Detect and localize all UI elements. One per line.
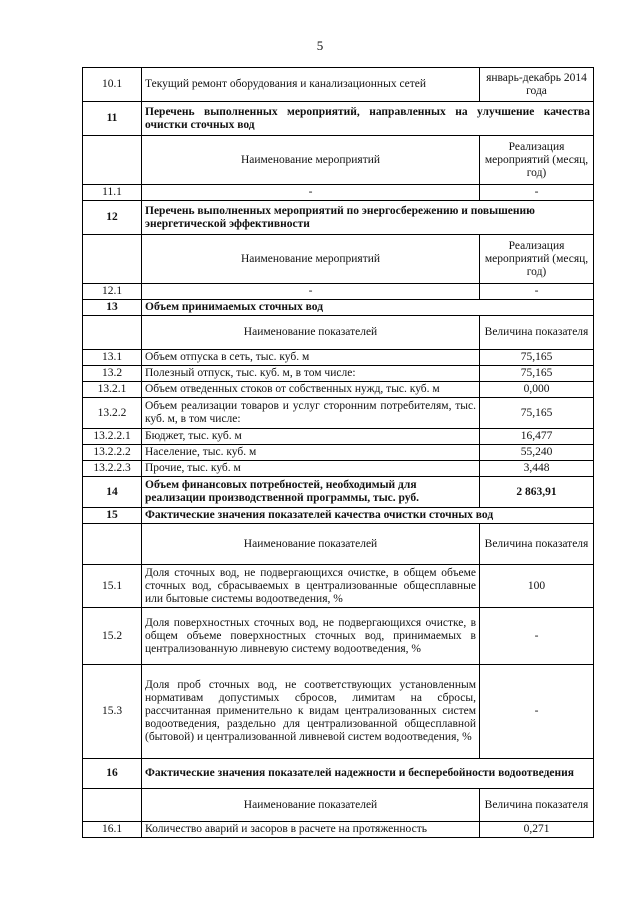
section-row [83,508,594,524]
row-text: Объем реализации товаров и услуг сторонним потребителям, тыс. куб. м, в том числе: [142,398,480,429]
row-text: Доля сточных вод, не подвергающихся очистке, в общем объеме сточных вод, сбрасываемых в централизованные общесплавные или бытовые системы водоотведения, % [142,565,480,608]
table-row [83,284,594,300]
table-row [83,382,594,398]
table-row [83,565,594,608]
row-number: 13.2.2 [83,398,142,429]
row-number: 13.1 [83,350,142,366]
row-text: - [142,185,480,201]
page-number: 5 [316,38,324,53]
table-row [83,822,594,838]
row-number: 13.2 [83,366,142,382]
row-text: Объем отведенных стоков от собственных нужд, тыс. куб. м [142,382,480,398]
section-title: Объем принимаемых сточных вод [142,300,594,316]
header-value: Величина показателя [480,316,594,350]
table-row [83,429,594,445]
row-number: 13.2.2.3 [83,461,142,477]
section-number: 13 [83,300,142,316]
row-number: 15.3 [83,665,142,759]
row-number: 13.2.1 [83,382,142,398]
row-value: 3,448 [480,461,594,477]
row-value: 75,165 [480,398,594,429]
header-row [83,316,594,350]
header-row [83,136,594,185]
row-text: Население, тыс. куб. м [142,445,480,461]
row-number: 11.1 [83,185,142,201]
header-value: Реализация мероприятий (месяц, год) [480,136,594,185]
header-name: Наименование показателей [142,789,480,822]
section-number: 11 [83,102,142,136]
row-value: - [480,665,594,759]
row-text: Полезный отпуск, тыс. куб. м, в том числе: [142,366,480,382]
header-value: Величина показателя [480,789,594,822]
table-row [83,366,594,382]
row-value: - [480,185,594,201]
row-number: 16.1 [83,822,142,838]
table-row [83,445,594,461]
section-row [83,759,594,789]
section-number: 15 [83,508,142,524]
row-number: 13.2.2.1 [83,429,142,445]
header-row [83,789,594,822]
table-row [83,461,594,477]
header-name: Наименование мероприятий [142,235,480,284]
table-row [83,185,594,201]
row-text: Текущий ремонт оборудования и канализационных сетей [142,68,480,102]
section-number: 16 [83,759,142,789]
table-row [83,68,594,102]
row-number: 13.2.2.2 [83,445,142,461]
section-number: 14 [83,477,142,508]
table-row [83,398,594,429]
row-text: Объем отпуска в сеть, тыс. куб. м [142,350,480,366]
row-value: 55,240 [480,445,594,461]
table-row [83,350,594,366]
row-number: 12.1 [83,284,142,300]
header-value: Величина показателя [480,524,594,565]
row-text: Доля поверхностных сточных вод, не подвергающихся очистке, в общем объеме поверхностных сточных вод, принимаемых в централизованную ливневую систему водоотведения, % [142,608,480,665]
row-value: - [480,284,594,300]
row-value: январь-декабрь 2014 года [480,68,594,102]
row-value: 16,477 [480,429,594,445]
section-title: Фактические значения показателей качества очистки сточных вод [142,508,594,524]
row-text: Количество аварий и засоров в расчете на протяженность [142,822,480,838]
header-row [83,235,594,284]
row-value: 75,165 [480,366,594,382]
section-title: Объем финансовых потребностей, необходимый для реализации производственной программы, тыс. руб. [142,477,480,508]
header-name: Наименование показателей [142,524,480,565]
row-text: Доля проб сточных вод, не соответствующих установленным нормативам допустимых сбросов, лимитам на сбросы, рассчитанная применительно к видам централизованных систем водоотведения, раздельно для централизованной общесплавной (бытовой) и централизованной ливневой систем водоотведения, % [142,665,480,759]
section-row [83,477,594,508]
row-value: 0,000 [480,382,594,398]
row-value: - [480,608,594,665]
table-row [83,665,594,759]
row-value: 75,165 [480,350,594,366]
row-text: Бюджет, тыс. куб. м [142,429,480,445]
header-row [83,524,594,565]
section-title: Фактические значения показателей надежности и бесперебойности водоотведения [142,759,594,789]
header-name: Наименование показателей [142,316,480,350]
section-row [83,102,594,136]
table-row [83,608,594,665]
section-row [83,300,594,316]
section-row [83,201,594,235]
section-title: Перечень выполненных мероприятий по энергосбережению и повышению энергетической эффективности [142,201,594,235]
row-number: 15.1 [83,565,142,608]
row-value: 2 863,91 [480,477,594,508]
row-value: 100 [480,565,594,608]
row-text: - [142,284,480,300]
header-name: Наименование мероприятий [142,136,480,185]
row-value: 0,271 [480,822,594,838]
report-table [82,67,594,838]
row-number: 10.1 [83,68,142,102]
section-number: 12 [83,201,142,235]
row-number: 15.2 [83,608,142,665]
header-value: Реализация мероприятий (месяц, год) [480,235,594,284]
row-text: Прочие, тыс. куб. м [142,461,480,477]
section-title: Перечень выполненных мероприятий, направленных на улучшение качества очистки сточных вод [142,102,594,136]
